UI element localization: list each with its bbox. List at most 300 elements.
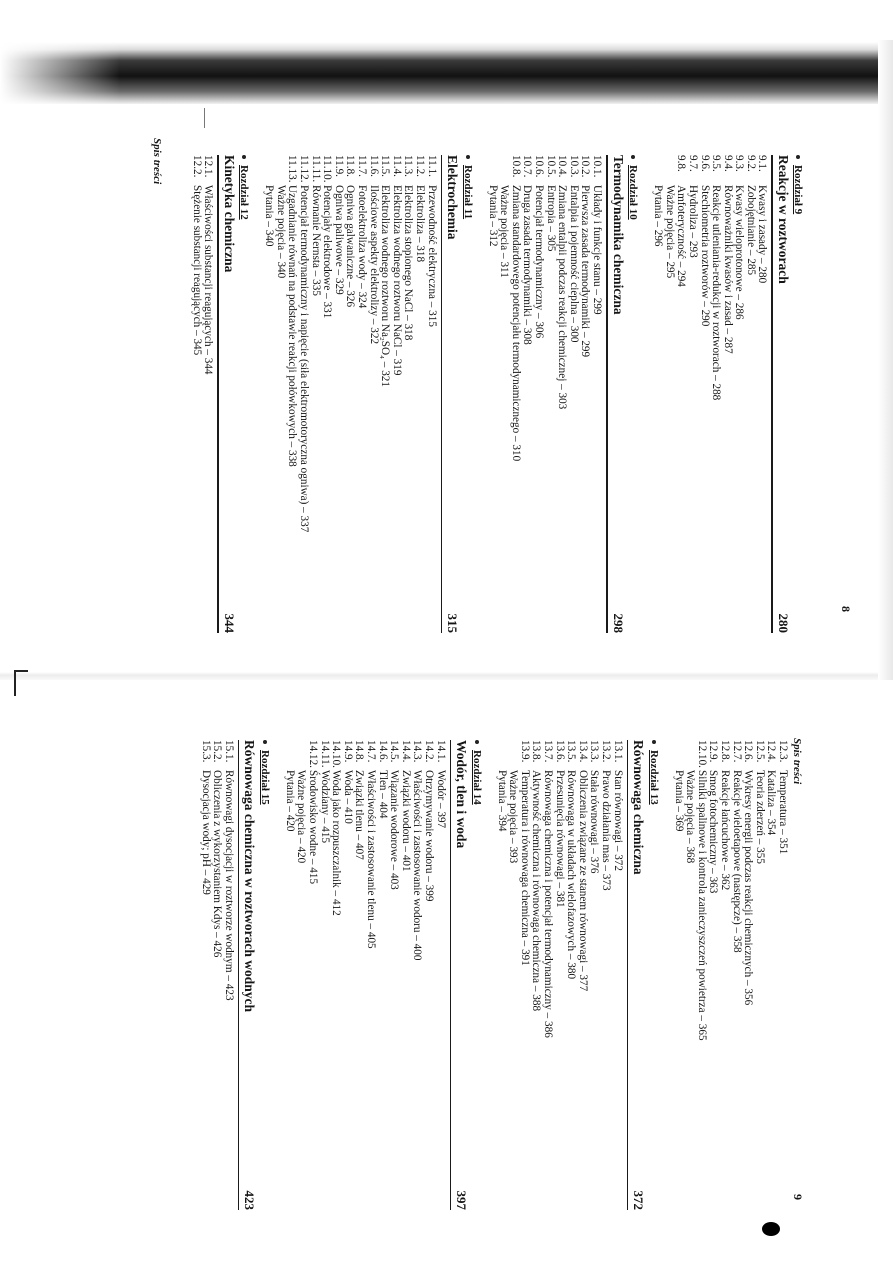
toc-entry [733, 155, 745, 633]
toc-entry-number: 10.2. [579, 155, 592, 178]
toc-entry-number [652, 155, 664, 185]
toc-entry-title: Równoważniki kwasów i zasad – 287 [721, 185, 734, 354]
chapter-rule [441, 155, 443, 633]
toc-entry [684, 740, 696, 1210]
toc-entry-number [295, 740, 307, 770]
chapter-spacer [251, 155, 263, 633]
toc-entry [579, 155, 591, 633]
toc-entry-number: 9.8. [675, 155, 688, 172]
toc-entry-title: Właściwości i zastosowanie tlenu – 405 [364, 770, 377, 949]
toc-entry-number: 12.7. [730, 740, 743, 763]
toc-entry-number [684, 740, 696, 770]
toc-entry-number: 9.7. [686, 155, 699, 172]
toc-entry [263, 155, 275, 633]
toc-entry-number: 11.5. [379, 155, 392, 177]
toc-entry [321, 155, 333, 633]
toc-entry-number: 14.11. [318, 740, 331, 768]
toc-entry-number: 12.1. [202, 155, 215, 178]
toc-entry [211, 740, 223, 1210]
chapter-label [647, 740, 660, 1210]
toc-entry [364, 740, 376, 1210]
toc-entry-title: Pytania – 394 [495, 770, 508, 832]
toc-entry-title: Reakcje łańcuchowe – 362 [719, 770, 732, 891]
toc-entry-title: Kwasy i zasady – 280 [756, 185, 769, 284]
chapter-label-text: Rozdział 15 [258, 750, 271, 805]
chapter-title [630, 740, 647, 1210]
chapter-block [283, 740, 495, 1210]
toc-entry-title: Dysocjacja wody; pH – 429 [199, 770, 212, 895]
toc-entry-number: 12.4. [765, 740, 778, 763]
toc-entry-title: Zobojętnianie – 285 [744, 185, 757, 276]
chapter-entries [199, 740, 234, 1210]
toc-entry [367, 155, 379, 633]
toc-entry [486, 155, 498, 633]
toc-entry-title: Stała równowagi – 376 [588, 770, 601, 874]
toc-entry-number: 12.5. [753, 740, 766, 763]
chapter-title [241, 740, 258, 1210]
toc-entry-title: Ważne pojęcia – 311 [498, 185, 511, 278]
toc-entry-number [274, 155, 286, 185]
toc-entry-title: Temperatura i równowaga chemiczna – 391 [518, 770, 531, 966]
toc-entry [376, 740, 388, 1210]
toc-entry-number: 9.4. [721, 155, 734, 172]
toc-entry-number: 14.6. [376, 740, 389, 763]
toc-entry-title: Zmiana entalpii podczas reakcji chemicznej – 303 [556, 185, 569, 410]
chapter-label-text: Rozdział 12 [238, 165, 251, 220]
bullet-icon [466, 155, 470, 159]
toc-entry [718, 740, 730, 1210]
toc-entry-number: 13.7. [542, 740, 554, 763]
toc-entry-number: 12.10. [695, 740, 708, 768]
toc-entry-number: 14.3. [411, 740, 424, 763]
toc-entry [402, 155, 414, 633]
right-page-toc [199, 740, 788, 1210]
toc-entry [541, 740, 553, 1210]
toc-entry-title: Stechiometria roztworów – 290 [698, 185, 711, 327]
toc-entry [495, 740, 507, 1210]
bullet-icon [652, 740, 656, 744]
toc-entry-title: Potencjał termodynamiczny i napięcie (siła elektromotoryczna ogniwa) – 337 [298, 185, 311, 533]
toc-entry-title: Aktywność chemiczna i równowaga chemiczna – 388 [530, 770, 543, 1012]
toc-entry-number [498, 155, 510, 185]
toc-entry-title: Amfoteryczność – 294 [675, 185, 688, 287]
toc-entry-number [283, 740, 295, 770]
chapter-title [444, 155, 461, 633]
toc-entry-number: 9.1. [756, 155, 769, 172]
toc-entry [332, 155, 344, 633]
toc-entry [707, 740, 719, 1210]
bullet-icon [797, 155, 801, 159]
chapter-title-text: Elektrochemia [445, 155, 461, 240]
toc-entry [742, 740, 754, 1210]
toc-entry-title: Pytania – 420 [283, 770, 296, 832]
toc-entry-title: Równowagi dysocjacji w roztworze wodnym – 423 [222, 770, 235, 1001]
toc-entry [507, 740, 519, 1210]
toc-entry [222, 740, 234, 1210]
toc-entry [576, 740, 588, 1210]
chapter-label-text: Rozdział 14 [470, 750, 483, 805]
toc-entry-number: 9.3. [733, 155, 746, 172]
toc-entry-number: 14.10. [330, 740, 343, 768]
chapter-spacer [483, 740, 495, 1210]
toc-entry [530, 740, 542, 1210]
toc-entry [599, 740, 611, 1210]
toc-entry-title: Równowaga w układach wielofazowych – 380 [565, 770, 578, 980]
toc-entry-title: Teoria zderzeń – 355 [753, 770, 766, 864]
toc-entry-title: Ilościowe aspekty elektrolizy – 322 [367, 185, 380, 345]
toc-entry-number: 10.3. [567, 155, 580, 178]
toc-entry [330, 740, 342, 1210]
chapter-label [470, 740, 483, 1210]
toc-entry-title: Woda jako rozpuszczalnik – 412 [330, 770, 343, 916]
toc-entry-number: 10.6. [533, 155, 546, 178]
toc-entry-title: Druga zasada termodynamiki – 308 [521, 185, 534, 345]
chapter-start-page: 372 [631, 1190, 647, 1210]
toc-entry-title: Smog fotochemiczny – 363 [707, 770, 720, 894]
toc-entry-title: Pytania – 369 [672, 770, 685, 832]
chapter-title [610, 155, 627, 633]
chapter-label [258, 740, 271, 1210]
toc-entry-title: Ogniwa paliwowe – 329 [332, 185, 345, 295]
chapter-rule [217, 155, 219, 633]
toc-entry-number: 11.8. [344, 155, 357, 177]
toc-entry-number: 12.2. [190, 155, 203, 178]
chapter-rule [606, 155, 608, 633]
toc-entry-title: Reakcje utleniania-redukcji w roztworach – 288 [710, 185, 723, 401]
toc-entry-title: Kataliza – 354 [765, 770, 778, 836]
toc-entry [306, 740, 318, 1210]
toc-entry [756, 155, 768, 633]
left-page-number: 8 [839, 606, 853, 612]
chapter-block [495, 740, 672, 1210]
bullet-icon [631, 155, 635, 159]
toc-entry [744, 155, 756, 633]
toc-entry-number: 14.2. [422, 740, 435, 763]
toc-entry [698, 155, 710, 633]
toc-entry-title: Równowaga chemiczna i potencjał termodynamiczny – 386 [542, 770, 554, 1038]
chapter-entries [190, 155, 213, 633]
toc-entry-number: 10.5. [544, 155, 557, 178]
toc-entry [388, 740, 400, 1210]
left-chapter-list [190, 155, 805, 633]
toc-entry-number: 12.6. [742, 740, 755, 763]
chapter-rule [772, 155, 774, 633]
toc-entry-title: Ważne pojęcia – 393 [507, 770, 520, 864]
toc-entry [283, 740, 295, 1210]
chapter-label [792, 155, 805, 633]
toc-entry [675, 155, 687, 633]
right-page-number: 9 [791, 1194, 805, 1200]
toc-entry-number: 9.2. [744, 155, 757, 172]
toc-entry [730, 740, 742, 1210]
chapter-title-text: Równowaga chemiczna [631, 740, 647, 875]
toc-entry-title: Wodziany – 415 [318, 770, 331, 844]
toc-entry-number: 10.8. [509, 155, 522, 178]
chapter-rule [238, 740, 240, 1210]
toc-entry-number: 14.9. [341, 740, 354, 763]
toc-entry [399, 740, 411, 1210]
chapter-spacer [660, 740, 672, 1210]
toc-entry-number: 14.8. [353, 740, 366, 763]
toc-entry-title: Ważne pojęcia – 368 [684, 770, 697, 864]
toc-entry-title: Zmiana standardowego potencjału termodynamicznego – 310 [509, 185, 522, 462]
toc-entry [556, 155, 568, 633]
toc-entry-title: Pytania – 312 [486, 185, 499, 247]
toc-entry [274, 155, 286, 633]
toc-entry-number [672, 740, 684, 770]
toc-entry-title: Obliczenia związane ze stanem równowagi – 377 [576, 770, 589, 992]
chapter-entries [263, 155, 437, 633]
toc-entry [344, 155, 356, 633]
toc-entry [567, 155, 579, 633]
chapter-spacer [640, 155, 652, 633]
chapter-title [775, 155, 792, 633]
toc-entry [588, 740, 600, 1210]
chapter-label-text: Rozdział 9 [792, 165, 805, 215]
toc-entry [379, 155, 391, 633]
toc-entry-number: 11.2. [414, 155, 427, 177]
toc-entry-title: Tlen – 404 [376, 770, 389, 819]
toc-entry-title: Ważne pojęcia – 340 [274, 185, 287, 279]
toc-entry [590, 155, 602, 633]
toc-entry [672, 740, 684, 1210]
right-continued-list [672, 740, 788, 1210]
toc-entry-title: Przewodność elektryczna – 315 [425, 185, 438, 327]
toc-entry-number: 13.4. [576, 740, 589, 763]
toc-entry [553, 740, 565, 1210]
toc-entry-title: Związki wodoru – 401 [399, 770, 412, 872]
left-page-toc [190, 155, 805, 633]
toc-entry-title: Entalpia i pojemność cieplna – 300 [567, 185, 580, 343]
toc-entry-number: 13.9. [518, 740, 531, 763]
toc-entry-number [486, 155, 498, 185]
toc-entry [611, 740, 623, 1210]
toc-entry-title: Pytania – 340 [263, 185, 276, 247]
chapter-title [221, 155, 238, 633]
toc-entry-title: Entropia – 305 [544, 185, 557, 252]
toc-entry-number: 12.8. [719, 740, 732, 763]
toc-entry [721, 155, 733, 633]
chapter-title [453, 740, 470, 1210]
toc-entry-title: Elektroliza – 318 [414, 185, 427, 263]
bullet-icon [263, 740, 267, 744]
toc-entry-title: Uzgadnianie równań na podstawie reakcji połówkowych – 338 [286, 185, 299, 467]
toc-entry-number: 15.2. [211, 740, 224, 763]
toc-entry-title: Hydroliza – 293 [686, 185, 699, 258]
toc-entry [753, 740, 765, 1210]
toc-entry-title: Przesunięcia równowagi – 381 [553, 770, 566, 908]
toc-entry-number: 13.6. [553, 740, 566, 763]
toc-entry-title: Stężenie substancji reagujących – 345 [190, 185, 203, 356]
toc-entry-title: Pytania – 296 [652, 185, 665, 247]
toc-entry-title: Elektroliza wodnego roztworu NaCl – 319 [390, 185, 403, 376]
toc-entry-number: 14.5. [388, 740, 401, 763]
toc-entry-title: Układy i funkcje stanu – 299 [591, 185, 604, 315]
chapter-label-text: Rozdział 10 [627, 165, 640, 220]
toc-entry-title: Wodór – 397 [434, 770, 447, 829]
toc-entry-title: Potencjał termodynamiczny – 306 [533, 185, 546, 339]
chapter-label-text: Rozdział 11 [461, 165, 474, 220]
toc-entry [318, 740, 330, 1210]
chapter-start-page: 298 [610, 613, 626, 633]
toc-entry-number: 10.1. [591, 155, 604, 178]
chapter-title-text: Termodynamika chemiczna [610, 155, 626, 315]
toc-entry [413, 155, 425, 633]
chapter-block [263, 155, 486, 633]
toc-entry-number: 15.3. [199, 740, 212, 763]
toc-entry-title: Wykresy energii podczas reakcji chemicznych – 356 [742, 770, 755, 1006]
chapter-block [199, 740, 283, 1210]
toc-entry-number: 11.1. [425, 155, 438, 177]
toc-entry [190, 155, 202, 633]
toc-entry-number: 13.1. [611, 740, 624, 763]
toc-entry-number: 14.1. [434, 740, 447, 763]
toc-entry [390, 155, 402, 633]
chapter-spacer [271, 740, 283, 1210]
toc-entry-title: Silniki spalinowe i kontrola zanieczyszczeń powietrza – 365 [695, 770, 708, 1041]
toc-entry-number: 11.9. [332, 155, 345, 177]
toc-entry-title: Związki tlenu – 407 [353, 770, 366, 860]
chapter-label [238, 155, 251, 633]
toc-entry [518, 740, 530, 1210]
bullet-icon [475, 740, 479, 744]
toc-entry-title: Równanie Nernsta – 335 [309, 185, 322, 296]
chapter-rule [627, 740, 629, 1210]
toc-entry-number: 11.7. [356, 155, 369, 177]
toc-entry [521, 155, 533, 633]
toc-entry-title: Temperatura – 351 [777, 770, 789, 855]
toc-entry-number: 10.7. [521, 155, 534, 178]
chapter-start-page: 344 [221, 613, 237, 633]
toc-entry-number: 11.12. [298, 155, 311, 183]
toc-entry-number [663, 155, 675, 185]
toc-entry [509, 155, 521, 633]
toc-entry-title: Ważne pojęcia – 420 [295, 770, 308, 864]
chapter-block [486, 155, 651, 633]
left-page-header: Spis treści [151, 138, 163, 185]
toc-entry [202, 155, 214, 633]
chapter-start-page: 315 [445, 613, 461, 633]
toc-entry-title: Kwasy wieloprotonowe – 286 [733, 185, 746, 320]
toc-entry [425, 155, 437, 633]
toc-entry [353, 740, 365, 1210]
toc-entry-number: 15.1. [222, 740, 235, 763]
toc-entry-title: Wiązanie wodorowe – 403 [388, 770, 401, 890]
chapter-start-page: 397 [454, 1190, 470, 1210]
toc-entry-number: 11.13. [286, 155, 299, 183]
chapter-entries [495, 740, 623, 1210]
toc-entry-title: Fotoelektroliza wody – 324 [356, 185, 369, 309]
toc-entry [695, 740, 707, 1210]
toc-entry-number: 10.4. [556, 155, 569, 178]
chapter-block [190, 155, 263, 633]
toc-entry-number: 13.8. [530, 740, 543, 763]
toc-entry [663, 155, 675, 633]
toc-entry [498, 155, 510, 633]
toc-entry [309, 155, 321, 633]
toc-entry-title: Elektroliza stopionego NaCl – 318 [402, 185, 415, 341]
toc-entry [422, 740, 434, 1210]
chapter-spacer [474, 155, 486, 633]
chapter-entries [652, 155, 768, 633]
toc-entry-number [495, 740, 507, 770]
toc-entry-number: 13.2. [599, 740, 612, 763]
toc-entry-title: Otrzymywanie wodoru – 399 [422, 770, 435, 902]
chapter-title-text: Wodór, tlen i woda [454, 740, 470, 849]
toc-entry-number: 12.3. [777, 740, 789, 763]
toc-entry [533, 155, 545, 633]
toc-entry-number [263, 155, 275, 185]
right-page-header: Spis treści [791, 738, 803, 785]
toc-entry [286, 155, 298, 633]
toc-entry-number: 9.5. [710, 155, 723, 172]
toc-entry-title: Reakcje wieloetapowe (następcze) – 358 [730, 770, 743, 953]
toc-entry-number: 14.4. [399, 740, 412, 763]
toc-entry-number: 12.9. [707, 740, 720, 763]
toc-entry-title: Elektroliza wodnego roztworu Na₂SO₄ – 321 [379, 185, 392, 387]
toc-entry-number: 11.4. [390, 155, 403, 177]
toc-entry [565, 740, 577, 1210]
toc-entry-number: 14.7. [364, 740, 377, 763]
toc-entry-title: Stan równowagi – 372 [611, 770, 624, 871]
chapter-label [461, 155, 474, 633]
chapter-title-text: Kinetyka chemiczna [221, 155, 237, 273]
chapter-start-page: 423 [242, 1190, 258, 1210]
right-chapter-list [199, 740, 672, 1210]
chapter-block [652, 155, 805, 633]
toc-entry-number: 11.3. [402, 155, 415, 177]
chapter-entries [486, 155, 602, 633]
toc-entry-number: 11.10. [321, 155, 334, 183]
toc-entry-title: Ogniwa galwaniczne – 326 [344, 185, 357, 308]
chapter-entries [283, 740, 445, 1210]
chapter-rule [450, 740, 452, 1210]
toc-entry-title: Pierwsza zasada termodynamiki – 299 [579, 185, 592, 358]
toc-entry-number [507, 740, 519, 770]
toc-entry [686, 155, 698, 633]
toc-entry [765, 740, 777, 1210]
toc-entry-title: Właściwości substancji reagujących – 344 [202, 185, 215, 375]
toc-entry-title: Właściwości i zastosowanie wodoru – 400 [411, 770, 424, 961]
toc-entry [776, 740, 788, 1210]
toc-entry-title: Obliczenia z wykorzystaniem Kdys – 426 [211, 770, 224, 958]
chapter-label [627, 155, 640, 633]
toc-entry-title: Prawo działania mas – 373 [599, 770, 612, 891]
toc-entry [341, 740, 353, 1210]
chapter-start-page: 280 [776, 613, 791, 633]
toc-entry-number: 14.12. [307, 740, 319, 768]
toc-entry-title: Woda – 410 [341, 770, 354, 824]
toc-entry [434, 740, 446, 1210]
toc-entry [298, 155, 310, 633]
toc-entry-number: 9.6. [698, 155, 711, 172]
toc-entry-number: 11.6. [367, 155, 380, 177]
toc-entry [355, 155, 367, 633]
toc-entry [544, 155, 556, 633]
bullet-icon [242, 155, 246, 159]
chapter-title-text: Równowaga chemiczna w roztworach wodnych [242, 740, 258, 1012]
chapter-title-text: Reakcje w roztworach [776, 155, 791, 284]
toc-entry-title: Ważne pojęcia – 295 [663, 185, 676, 279]
toc-entry [652, 155, 664, 633]
toc-entry [710, 155, 722, 633]
toc-entry [295, 740, 307, 1210]
toc-entry-title: Potencjały elektrodowe – 331 [321, 185, 334, 319]
toc-entry [199, 740, 211, 1210]
toc-entry-title: Środowisko wodne – 415 [307, 770, 319, 885]
toc-entry-number: 13.3. [588, 740, 601, 763]
toc-entry [411, 740, 423, 1210]
